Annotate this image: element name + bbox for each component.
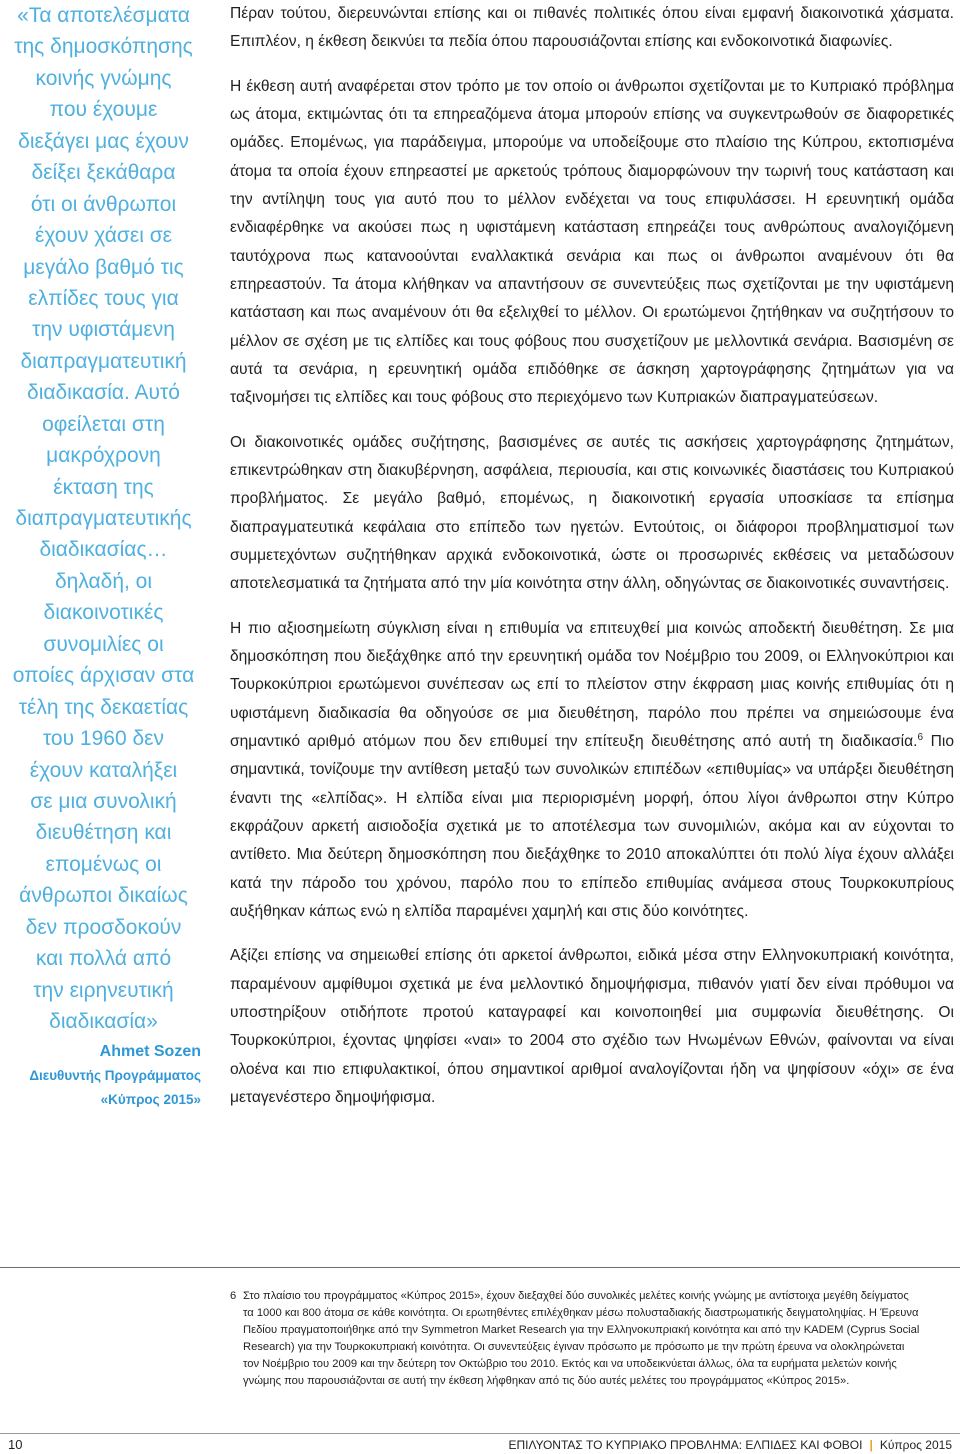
pull-quote-line: επομένως οι xyxy=(45,852,162,876)
paragraph: Πέραν τούτου, διερευνώνται επίσης και οι πιθανές πολιτικές όπου είναι εμφανή διακοινοτικά χάσματα. Επιπλέον, η έκθεση δεικνύει τα πεδία όπου παρουσιάζονται επίσης και ενδοκοινοτικά διαφωνίες. xyxy=(230,5,954,51)
pull-quote-line: κοινής γνώμης xyxy=(35,66,172,90)
pull-quote-line: διαπραγματευτικής xyxy=(15,507,192,530)
pull-quote-line: την υφιστάμενη xyxy=(32,318,175,342)
pull-quote-line: ότι οι άνθρωποι xyxy=(30,192,177,216)
pull-quote-line: διεξάγει μας έχουν xyxy=(18,129,189,153)
pull-quote-line: της δημοσκόπησης xyxy=(14,35,193,59)
pull-quote-line: δεν προσδοκούν xyxy=(25,915,182,939)
pull-quote-line: που έχουμε xyxy=(49,98,158,122)
pull-quote-line: μεγάλο βαθμό τις xyxy=(23,255,184,279)
pull-quote-line: μακρόχρονη xyxy=(46,444,161,468)
paragraph: Αξίζει επίσης να σημειωθεί επίσης ότι αρκετοί άνθρωποι, ειδικά μέσα στην Ελληνοκυπριακή κοινότητα, παραμένουν αμφίθυμοι σχετικά με ένα μελλοντικό δημοψήφισμα, πιθανόν γιατί δεν είναι πρόθυμοι να υποστηρίξουν οτιδήποτε προτού καταγραφεί και κοινοποιηθεί μια συμφωνία διευθέτησης. Οι Τουρκοκύπριοι, έχοντας ψηφίσει «ναι» το 2004 στο σχέδιο των Ηνωμένων Εθνών, φαίνονται να είναι ολοένα και πιο επιφυλακτικοί, όπου σημαντικοί αριθμοί αναλογίζονται ήδη να ψηφίσουν «όχι» σε ένα μεταγενέστερο δημοψήφισμα. xyxy=(230,947,954,1106)
pull-quote-line: διαδικασία» xyxy=(49,1010,158,1033)
footer-divider xyxy=(0,1433,960,1434)
footnote-divider xyxy=(0,1267,960,1268)
pull-quote-line: έχουν καταλήξει xyxy=(29,758,178,782)
pull-quote-line: άνθρωποι δικαίως xyxy=(19,884,188,908)
pull-quote-line: διαδικασία. Αυτό xyxy=(27,381,180,405)
quote-program: «Κύπρος 2015» xyxy=(100,1092,201,1108)
page-number: 10 xyxy=(8,1437,23,1452)
pull-quote-line: σε μια συνολική xyxy=(30,789,177,813)
footnote xyxy=(230,1288,920,1389)
pull-quote-line: δηλαδή, οι xyxy=(54,569,153,593)
pull-quote-line: οποίες άρχισαν στα xyxy=(12,664,195,688)
pull-quote-line: έχουν χάσει σε xyxy=(34,224,173,248)
pull-quote-attribution xyxy=(0,1040,207,1112)
pull-quote-line: τέλη της δεκαετίας xyxy=(18,695,189,719)
running-title-separator: | xyxy=(869,1438,873,1452)
paragraph-text: Πιο σημαντικά, τονίζουμε την αντίθεση μεταξύ των συνολικών επιπέδων «επιθυμίας» να υπάρξει διευθέτηση έναντι της «ελπίδας». Η ελπίδα είναι μια περιορισμένη μορφή, όπου λίγοι άνθρωποι στην Κύπρο εκφράζουν αρκετή αισιοδοξία σχετικά με το αποτέλεσμα των συνομιλιών, ακόμα και αν εύχονται το αντίθετο. Μια δεύτερη δημοσκόπηση που διεξάχθηκε το 2010 αποκαλύπτει ότι πολύ λίγα έχουν αλλάξει κατά την πάροδο του χρόνου, παρόλο που το επίπεδο επιθυμίας ανάμεσα στους Τουρκοκυπρίους αυξήθηκαν κάπως ενώ η ελπίδα παραμένει χαμηλή και στις δύο κοινότητες. xyxy=(230,733,954,920)
running-title-program: Κύπρος 2015 xyxy=(879,1438,952,1452)
paragraph-text: Η πιο αξιοσημείωτη σύγκλιση είναι η επιθυμία να επιτευχθεί μια κοινώς αποδεκτή διευθέτηση. Σε μια δημοσκόπηση που διεξάχθηκε από την ερευνητική ομάδα τον Νοέμβριο του 2009, οι Ελληνοκύπριοι και Τουρκοκύπριοι ερωτώμενοι συνέπεσαν ως επί το πλείστον στην έκφραση μιας κοινής επιθυμίας ότι η υφιστάμενη διαδικασία θα οδηγούσε σε μια διευθέτηση, παρόλο που πρέπει να σημειώσουμε ένα σημαντικό αριθμό ατόμων που δεν επιθυμεί την επίτευξη διευθέτησης από αυτή τη διαδικασία. xyxy=(230,619,954,751)
pull-quote-text xyxy=(0,0,207,1037)
paragraph: Η έκθεση αυτή αναφέρεται στον τρόπο με τον οποίο οι άνθρωποι σχετίζονται με το Κυπριακό πρόβλημα ως άτομα, εκτιμώντας ότι τα επηρεαζόμενα άτομα μπορούν επίσης να συγκεντρωθούν σε διαφορετικές ομάδες. Επομένως, για παράδειγμα, μπορούμε να υποδείξουμε στο πλαίσιο της Κύπρου, εκτοπισμένα άτομα τα οποία έχουν επηρεαστεί με αρκετούς τρόπους διαμορφώνουν την τωρινή τους κατάσταση και την αντίληψη τους για αυτό που το μέλλον ενδέχεται να τους επιφυλάσσει. Η ερευνητική ομάδα ενδιαφέρθηκε να ακούσει πως η υφιστάμενη κατάσταση επηρεάζει τους ανθρώπους αναλογιζόμενη ταυτόχρονα πως κατανοούνται εναλλακτικά σενάρια και πως οι άνθρωποι αναμένουν ότι θα επηρεαστούν. Τα άτομα κλήθηκαν να απαντήσουν σε συνεντεύξεις πως σχετίζονται με την υφιστάμενη κατάσταση και πως αναμένουν ότι θα εξελιχθεί το μέλλον. Οι ερωτώμενοι ζητήθηκαν να συζητήσουν το μέλλον σε σχέση με τις ελπίδες και τους φόβους που συσχετίζουν με μελλοντικά σενάρια. Βασισμένη σε αυτά τα σενάρια, η ερευνητική ομάδα επιδόθηκε σε άσκηση χαρτογράφησης ζητημάτων για να ταξινομήσει τις ελπίδες και τους φόβους στο περιεχόμενο των Κυπριακών διαπραγματεύσεων. xyxy=(230,77,954,407)
footnote-text: Στο πλαίσιο του προγράμματος «Κύπρος 2015», έχουν διεξαχθεί δύο συνολικές μελέτες κοινής γνώμης με αντίστοιχα μεγέθη δείγματος τα 1000 και 800 άτομα σε κάθε κοινότητα. Οι ερωτηθέντες επιλέχθηκαν μέσω πολυσταδιακής διαστρωματικής δειγματοληψίας. Η Έρευνα Πεδίου πραγματοποιήθηκε από την Symmetron Market Research για την Ελληνοκυπριακή κοινότητα και από την KADEM (Cyprus Social Research) για την Τουρκοκυπριακή κοινότητα. Οι συνεντεύξεις έγιναν πρόσωπο με πρόσωπο με την πρώτη έρευνα να ολοκληρώνεται τον Νοέμβριο του 2009 και την δεύτερη τον Οκτώβριο του 2010. Εκτός και να υποδεικνύεται άλλως, όλα τα ευρήματα μελετών κοινής γνώμης που παρουσιάζονται σε αυτή την έκθεση λήφθηκαν από τις δύο αυτές μελέτες του προγράμματος «Κύπρος 2015». xyxy=(243,1290,920,1387)
pull-quote-line: την ειρηνευτική xyxy=(33,978,174,1002)
body-text xyxy=(230,0,954,1128)
pull-quote-line: ελπίδες τους για xyxy=(28,286,179,310)
quote-author: Ahmet Sozen xyxy=(99,1043,201,1061)
pull-quote-line: «Τα αποτελέσματα xyxy=(17,4,190,27)
pull-quote-line: του 1960 δεν xyxy=(42,727,165,751)
pull-quote xyxy=(0,0,207,1112)
running-title xyxy=(509,1438,952,1452)
footnote-reference: 6 xyxy=(917,732,924,744)
paragraph xyxy=(230,615,954,926)
quote-author-role: Διευθυντής Προγράμματος xyxy=(29,1068,201,1084)
footnote-number: 6 xyxy=(230,1290,237,1302)
running-title-text: ΕΠΙΛΥΟΝΤΑΣ ΤΟ ΚΥΠΡΙΑΚΟ ΠΡΟΒΛΗΜΑ: ΕΛΠΙΔΕΣ ΚΑΙ ΦΟΒΟΙ xyxy=(508,1438,863,1452)
pull-quote-line: οφείλεται στη xyxy=(42,412,165,436)
pull-quote-line: και πολλά από xyxy=(35,947,172,971)
pull-quote-line: διακοινοτικές xyxy=(43,601,164,625)
pull-quote-line: διαπραγματευτική xyxy=(20,349,187,373)
pull-quote-line: δείξει ξεκάθαρα xyxy=(31,161,176,185)
pull-quote-line: έκταση της xyxy=(53,475,154,499)
pull-quote-line: συνομιλίες οι xyxy=(43,632,164,656)
pull-quote-line: διαδικασίας… xyxy=(39,538,168,562)
pull-quote-line: διευθέτηση και xyxy=(35,821,172,845)
paragraph: Οι διακοινοτικές ομάδες συζήτησης, βασισμένες σε αυτές τις ασκήσεις χαρτογράφησης ζητημάτων, επικεντρώθηκαν στη διακυβέρνηση, ασφάλεια, περιουσία, και στις κοινωνικές διαστάσεις του Κυπριακού προβλήματος. Σε μεγάλο βαθμό, επομένως, η διακοινοτική εργασία υποσκίασε τα επίσημα διαπραγματευτικά κεφάλαια στο επίπεδο των ηγετών. Εντούτοις, οι διάφοροι προβληματισμοί των συμμετεχόντων συζητήθηκαν αρχικά ενδοκοινοτικά, ώστε οι προσωρινές εκθέσεις να μεταδώσουν αποτελεσματικά τα ζητήματα από την μία κοινότητα στην άλλη, οδηγώντας σε διακοινοτικές συναντήσεις. xyxy=(230,433,954,593)
